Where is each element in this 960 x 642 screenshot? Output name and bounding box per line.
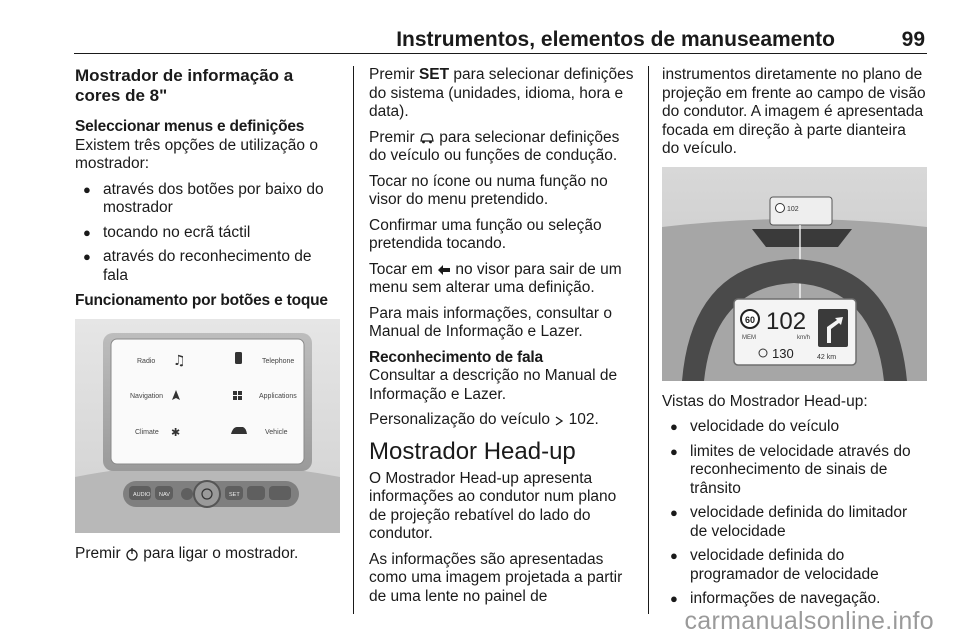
menu-telephone: Telephone (262, 357, 295, 365)
climate-fan-icon: ✱ (171, 425, 181, 439)
phone-icon (235, 352, 242, 364)
nav-button-label: NAV (159, 491, 170, 498)
page-reference-icon (554, 415, 564, 427)
column-1 (75, 66, 340, 570)
head-up-display-illustration (662, 167, 927, 381)
audio-button-label: AUDIO (133, 491, 151, 498)
options-list (75, 181, 340, 286)
list-item: ● informações de navegação. (662, 590, 927, 609)
vehicle-settings-button[interactable] (247, 486, 265, 500)
power-knob[interactable] (194, 481, 220, 507)
column-3 (662, 66, 927, 616)
nav-distance: 42 km (817, 353, 837, 361)
back-button[interactable] (269, 486, 291, 500)
menu-applications: Applications (259, 392, 297, 400)
hud-small-speed: 102 (787, 205, 799, 213)
menu-climate: Climate (135, 428, 159, 436)
paragraph-hud-intro: O Mostrador Head-up apresenta informações ao condutor num plano de projeção rebatível do lado do condutor. (369, 469, 617, 542)
list-item: ● velocidade definida do programador de velocidade (662, 547, 927, 584)
page-number: 99 (901, 28, 925, 51)
apps-icon (233, 391, 237, 395)
subheading-buttons-touch: Funcionamento por botões e toque (75, 292, 328, 309)
list-item: ● tocando no ecrã táctil (75, 224, 340, 243)
column-divider-2 (648, 66, 649, 614)
paragraph-power-on: Premir para ligar o mostrador. (75, 544, 299, 562)
projection-lens (752, 229, 852, 247)
phone-button[interactable] (181, 488, 193, 500)
infotainment-illustration (75, 319, 340, 533)
set-button-label: SET (229, 491, 240, 498)
paragraph-speech: Consultar a descrição no Manual de Informação e Lazer. (369, 367, 618, 403)
menu-radio: Radio (137, 357, 156, 365)
paragraph-touch-icon: Tocar no ícone ou numa função no visor do menu pretendido. (369, 172, 608, 208)
paragraph-vehicle-settings: Premir para selecionar definições do veículo ou funções de condução. (369, 128, 620, 164)
mem-label: MEM (742, 334, 756, 341)
menu-navigation: Navigation (130, 392, 164, 400)
list-item: ● velocidade do veículo (662, 418, 927, 437)
navigation-turn-icon (818, 309, 848, 347)
paragraph-hud-continued: instrumentos diretamente no plano de projeção em frente ao campo de visão do condutor. A imagem é apresentada focada em direção à parte dianteira do veículo. (662, 66, 926, 157)
power-icon (125, 547, 139, 561)
page-header (74, 24, 927, 54)
set-speed: 130 (772, 345, 794, 361)
infotainment-screen-figure (75, 319, 340, 533)
music-note-icon: ♫ (173, 352, 186, 369)
page-title: Instrumentos, elementos de manuseamento (396, 28, 835, 51)
list-item: ● através dos botões por baixo do mostrador (75, 181, 340, 218)
speed-limit-value: 60 (744, 314, 756, 325)
paragraph-options: Existem três opções de utilização o mostrador: (75, 136, 318, 172)
section-title-color-info-display: Mostrador de informação a cores de 8" (75, 66, 294, 105)
column-2 (369, 66, 637, 613)
head-up-display-figure (662, 167, 927, 381)
paragraph-personalization: Personalização do veículo 102. (369, 411, 599, 428)
paragraph-more-info: Para mais informações, consultar o Manual de Informação e Lazer. (369, 304, 612, 340)
subheading-select-menus: Seleccionar menus e definições (75, 118, 305, 135)
paragraph-confirm: Confirmar uma função ou seleção pretendida tocando. (369, 216, 602, 252)
column-divider-1 (353, 66, 354, 614)
list-item: ● limites de velocidade através do reconhecimento de sinais de trânsito (662, 443, 927, 499)
hud-speed-unit: km/h (797, 334, 811, 341)
back-arrow-icon (437, 263, 451, 277)
section-title-head-up-display: Mostrador Head-up (369, 437, 576, 465)
list-item: ● velocidade definida do limitador de velocidade (662, 504, 927, 541)
paragraph-hud-projection: As informações são apresentadas como uma imagem projetada a partir de uma lente no painel de (369, 550, 623, 605)
car-settings-icon (419, 131, 435, 145)
hud-views-list (662, 418, 927, 609)
watermark: carmanualsonline.info (684, 607, 934, 635)
paragraph-set: Premir SET para selecionar definições do sistema (unidades, idioma, hora e data). (369, 66, 634, 120)
paragraph-hud-views: Vistas do Mostrador Head-up: (662, 392, 868, 410)
hud-speed: 102 (766, 307, 807, 335)
menu-vehicle: Vehicle (265, 428, 288, 436)
paragraph-back: Tocar em no visor para sair de um menu sem alterar uma definição. (369, 260, 622, 296)
subheading-speech-recognition: Reconhecimento de fala (369, 348, 543, 366)
list-item: ● através do reconhecimento de fala (75, 248, 340, 285)
